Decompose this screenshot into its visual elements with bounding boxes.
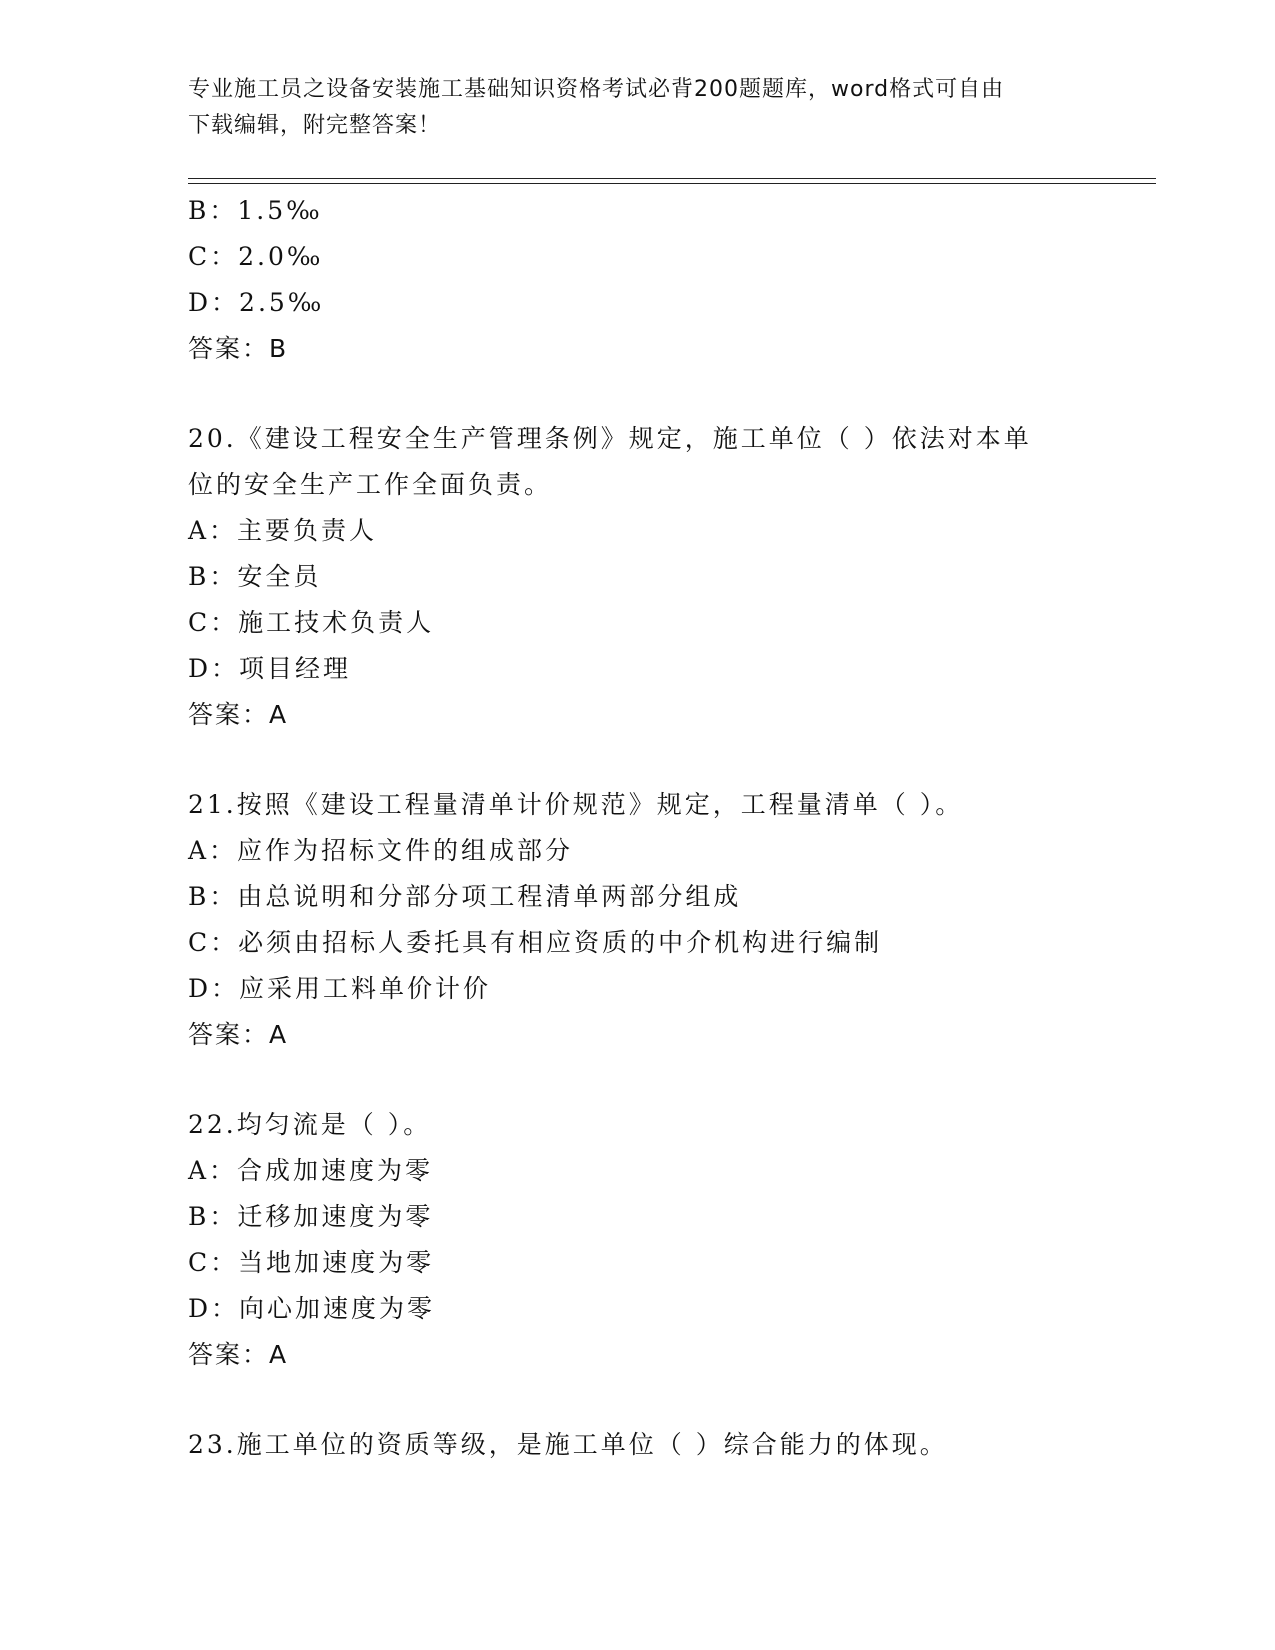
option-c: C：必须由招标人委托具有相应资质的中介机构进行编制 [188, 928, 883, 957]
question-19-continuation [188, 188, 1088, 372]
option-c: C：2.0‰ [188, 242, 324, 271]
option-b: B：1.5‰ [188, 196, 323, 225]
option-c: C：当地加速度为零 [188, 1248, 435, 1277]
header-divider-top [188, 178, 1156, 179]
answer-line: 答案：A [188, 1020, 289, 1049]
header-divider-bottom [188, 183, 1156, 184]
option-a: A：主要负责人 [188, 516, 378, 545]
spacer [188, 738, 1088, 782]
spacer [188, 372, 1088, 416]
option-b: B：由总说明和分部分项工程清单两部分组成 [188, 882, 742, 911]
answer-line: 答案：A [188, 700, 289, 729]
question-stem-continued: 位的安全生产工作全面负责。 [188, 470, 553, 499]
option-b: B：迁移加速度为零 [188, 1202, 434, 1231]
question-stem: 20.《建设工程安全生产管理条例》规定，施工单位（ ）依法对本单 [188, 424, 1032, 453]
option-d: D：向心加速度为零 [188, 1294, 436, 1323]
option-a: A：合成加速度为零 [188, 1156, 434, 1185]
spacer [188, 1378, 1088, 1422]
question-23 [188, 1422, 1088, 1468]
question-stem: 21.按照《建设工程量清单计价规范》规定，工程量清单（ ）。 [188, 790, 964, 819]
question-21 [188, 782, 1088, 1058]
option-d: D：项目经理 [188, 654, 352, 683]
question-22 [188, 1102, 1088, 1378]
question-stem: 23.施工单位的资质等级，是施工单位（ ）综合能力的体现。 [188, 1430, 948, 1459]
option-a: A：应作为招标文件的组成部分 [188, 836, 574, 865]
spacer [188, 1058, 1088, 1102]
option-d: D：应采用工料单价计价 [188, 974, 492, 1003]
answer-line: 答案：B [188, 334, 289, 363]
question-20 [188, 416, 1088, 738]
answer-line: 答案：A [188, 1340, 289, 1369]
header-line-2: 下载编辑，附完整答案！ [188, 113, 442, 138]
header-line-1: 专业施工员之设备安装施工基础知识资格考试必背200题题库，word格式可自由 [188, 77, 1005, 102]
question-content [188, 188, 1088, 1468]
document-header [188, 72, 1068, 144]
option-d: D：2.5‰ [188, 288, 325, 317]
question-stem: 22.均匀流是（ ）。 [188, 1110, 432, 1139]
option-c: C：施工技术负责人 [188, 608, 435, 637]
option-b: B：安全员 [188, 562, 322, 591]
